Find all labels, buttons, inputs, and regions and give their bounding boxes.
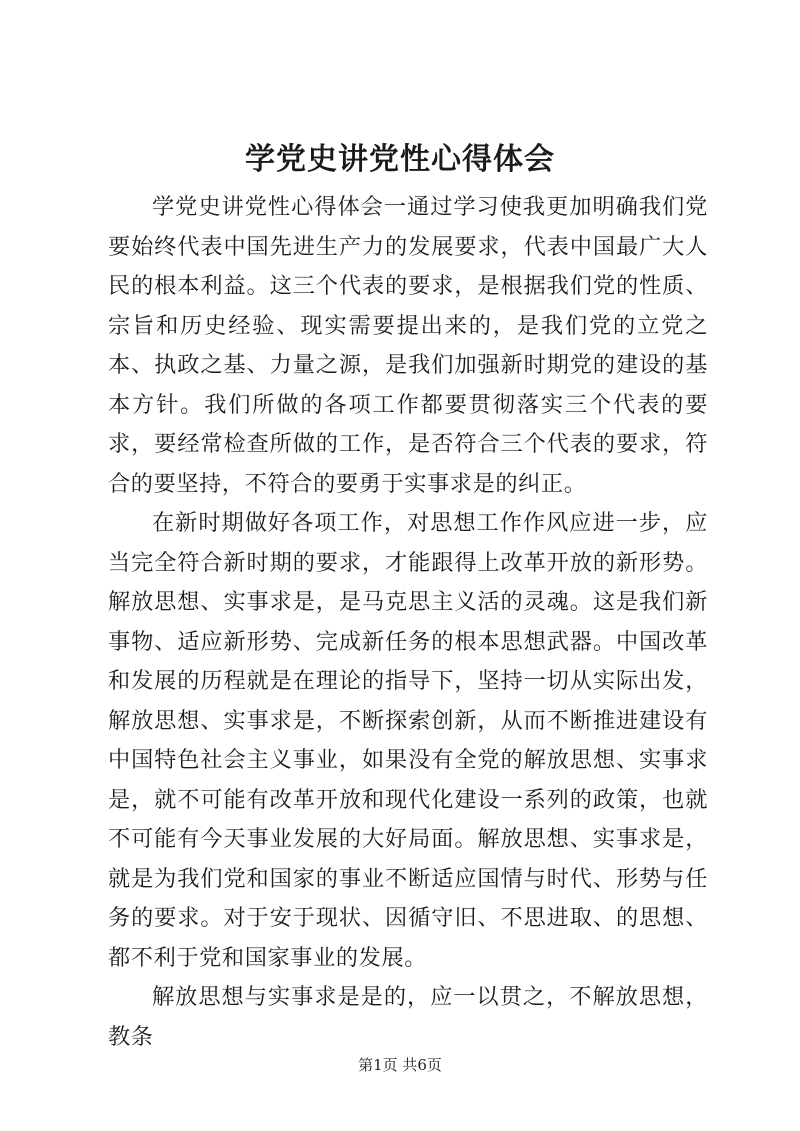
document-body [108,188,708,1057]
paragraph-1: 学党史讲党性心得体会一通过学习使我更加明确我们党要始终代表中国先进生产力的发展要求，代表中国最广大人民的根本利益。这三个代表的要求，是根据我们党的性质、宗旨和历史经验、现实需要提出来的，是我们党的立党之本、执政之基、力量之源，是我们加强新时期党的建设的基本方针。我们所做的各项工作都要贯彻落实三个代表的要求，要经常检查所做的工作，是否符合三个代表的要求，符合的要坚持，不符合的要勇于实事求是的纠正。 [108,194,708,497]
paragraph-3: 解放思想与实事求是是的，应一以贯之，不解放思想，教条 [108,984,708,1050]
document-title: 学党史讲党性心得体会 [245,142,555,177]
page-footer: 第1页 共6页 [358,1056,442,1074]
paragraph-2: 在新时期做好各项工作，对思想工作作风应进一步，应当完全符合新时期的要求，才能跟得上改革开放的新形势。解放思想、实事求是，是马克思主义活的灵魂。这是我们新事物、适应新形势、完成新任务的根本思想武器。中国改革和发展的历程就是在理论的指导下，坚持一切从实际出发，解放思想、实事求是，不断探索创新，从而不断推进建设有中国特色社会主义事业，如果没有全党的解放思想、实事求是，就不可能有改革开放和现代化建设一系列的政策，也就不可能有今天事业发展的大好局面。解放思想、实事求是，就是为我们党和国家的事业不断适应国情与时代、形势与任务的要求。对于安于现状、因循守旧、不思进取、的思想、都不利于党和国家事业的发展。 [108,510,708,971]
